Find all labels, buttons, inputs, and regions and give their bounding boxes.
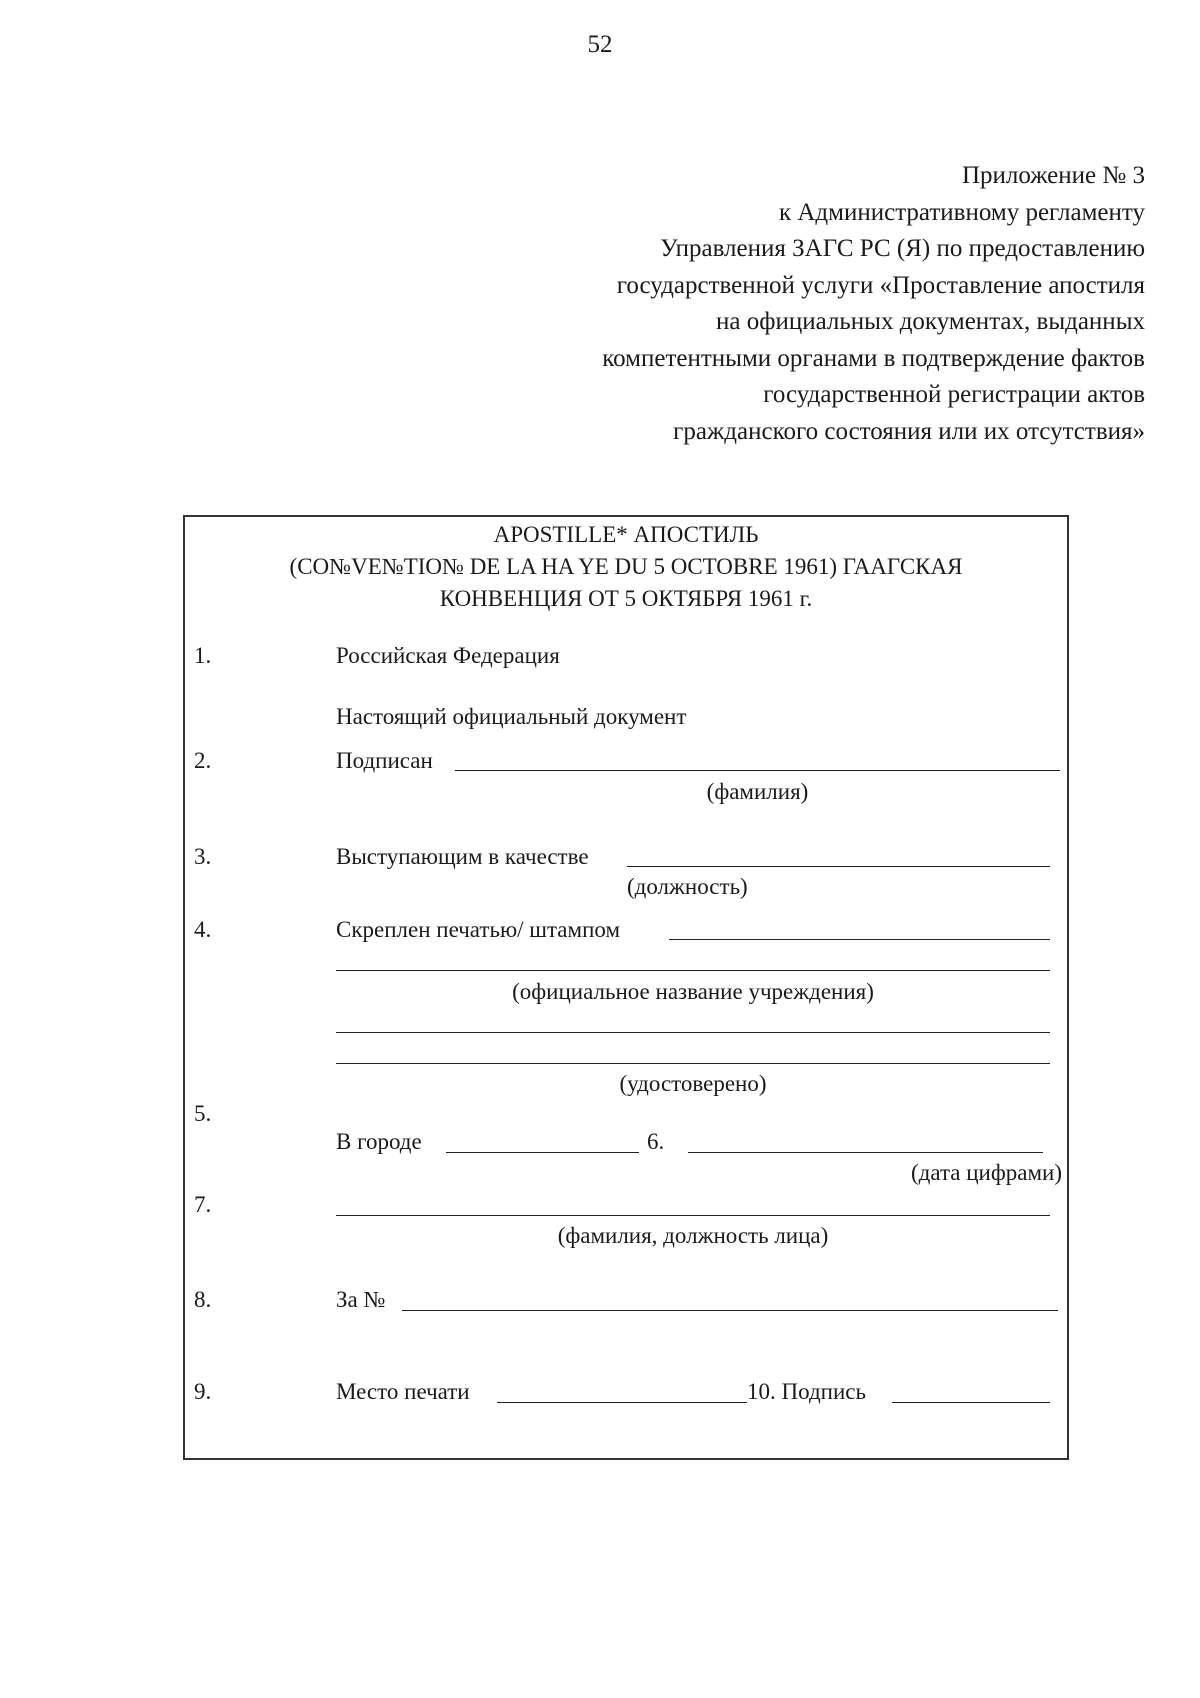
seal-field[interactable] [669, 939, 1050, 940]
item-number-1: 1. [194, 643, 212, 668]
appendix-line: к Административному регламенту [778, 198, 1145, 226]
position-caption: (должность) [627, 874, 748, 899]
date-field[interactable] [688, 1152, 1043, 1153]
number-field[interactable] [402, 1310, 1058, 1311]
country-text: Российская Федерация [336, 643, 560, 668]
institution-caption: (официальное название учреждения) [512, 979, 874, 1004]
seal-place-field[interactable] [497, 1402, 747, 1403]
appendix-line: Управления ЗАГС РС (Я) по предоставлению [660, 235, 1145, 262]
intro-text: Настоящий официальный документ [336, 704, 687, 729]
item-number-6: 6. [647, 1129, 665, 1154]
item-number-2: 2. [194, 748, 212, 773]
certified-field-2[interactable] [336, 1063, 1050, 1064]
capacity-label: Выступающим в качестве [336, 844, 589, 869]
signed-by-field[interactable] [455, 770, 1060, 771]
appendix-line: на официальных документах, выданных [716, 308, 1145, 335]
appendix-block [602, 158, 1145, 450]
person-caption: (фамилия, должность лица) [557, 1223, 829, 1248]
appendix-line: компетентными органами в подтверждение фактов [602, 344, 1145, 372]
page-number: 52 [587, 31, 613, 58]
form-title: APOSTILLE* АПОСТИЛЬ [493, 522, 759, 547]
appendix-line: Приложение № 3 [961, 162, 1145, 189]
date-caption: (дата цифрами) [910, 1160, 1062, 1185]
capacity-field[interactable] [627, 866, 1050, 867]
seal-place-label: Место печати [336, 1379, 470, 1404]
certified-field-1[interactable] [336, 1032, 1050, 1033]
institution-field[interactable] [336, 970, 1050, 971]
item-number-4: 4. [194, 917, 212, 942]
item-number-9: 9. [194, 1379, 212, 1404]
city-field[interactable] [446, 1152, 639, 1153]
item-number-5: 5. [194, 1101, 212, 1126]
appendix-line: государственной услуги «Проставление апостиля [616, 271, 1145, 299]
form-convention-ru: КОНВЕНЦИЯ ОТ 5 ОКТЯБРЯ 1961 г. [439, 586, 813, 611]
item-number-7: 7. [194, 1192, 212, 1217]
person-field[interactable] [336, 1215, 1050, 1216]
signed-label: Подписан [336, 748, 433, 773]
certified-caption: (удостоверено) [619, 1071, 767, 1096]
seal-label: Скреплен печатью/ штампом [336, 917, 620, 942]
appendix-line: государственной регистрации актов [763, 381, 1145, 408]
signature-label: 10. Подпись [747, 1379, 866, 1404]
item-number-3: 3. [194, 844, 212, 869]
city-label: В городе [336, 1129, 422, 1154]
signature-field[interactable] [892, 1402, 1050, 1403]
item-number-8: 8. [194, 1287, 212, 1312]
number-label: За № [336, 1287, 386, 1312]
surname-caption: (фамилия) [706, 779, 809, 804]
form-convention-fr: (CO№VE№TIO№ DE LA HA YE DU 5 OCTOBRE 1961) ГААГСКАЯ [289, 554, 963, 579]
appendix-line: гражданского состояния или их отсутствия» [673, 417, 1145, 445]
